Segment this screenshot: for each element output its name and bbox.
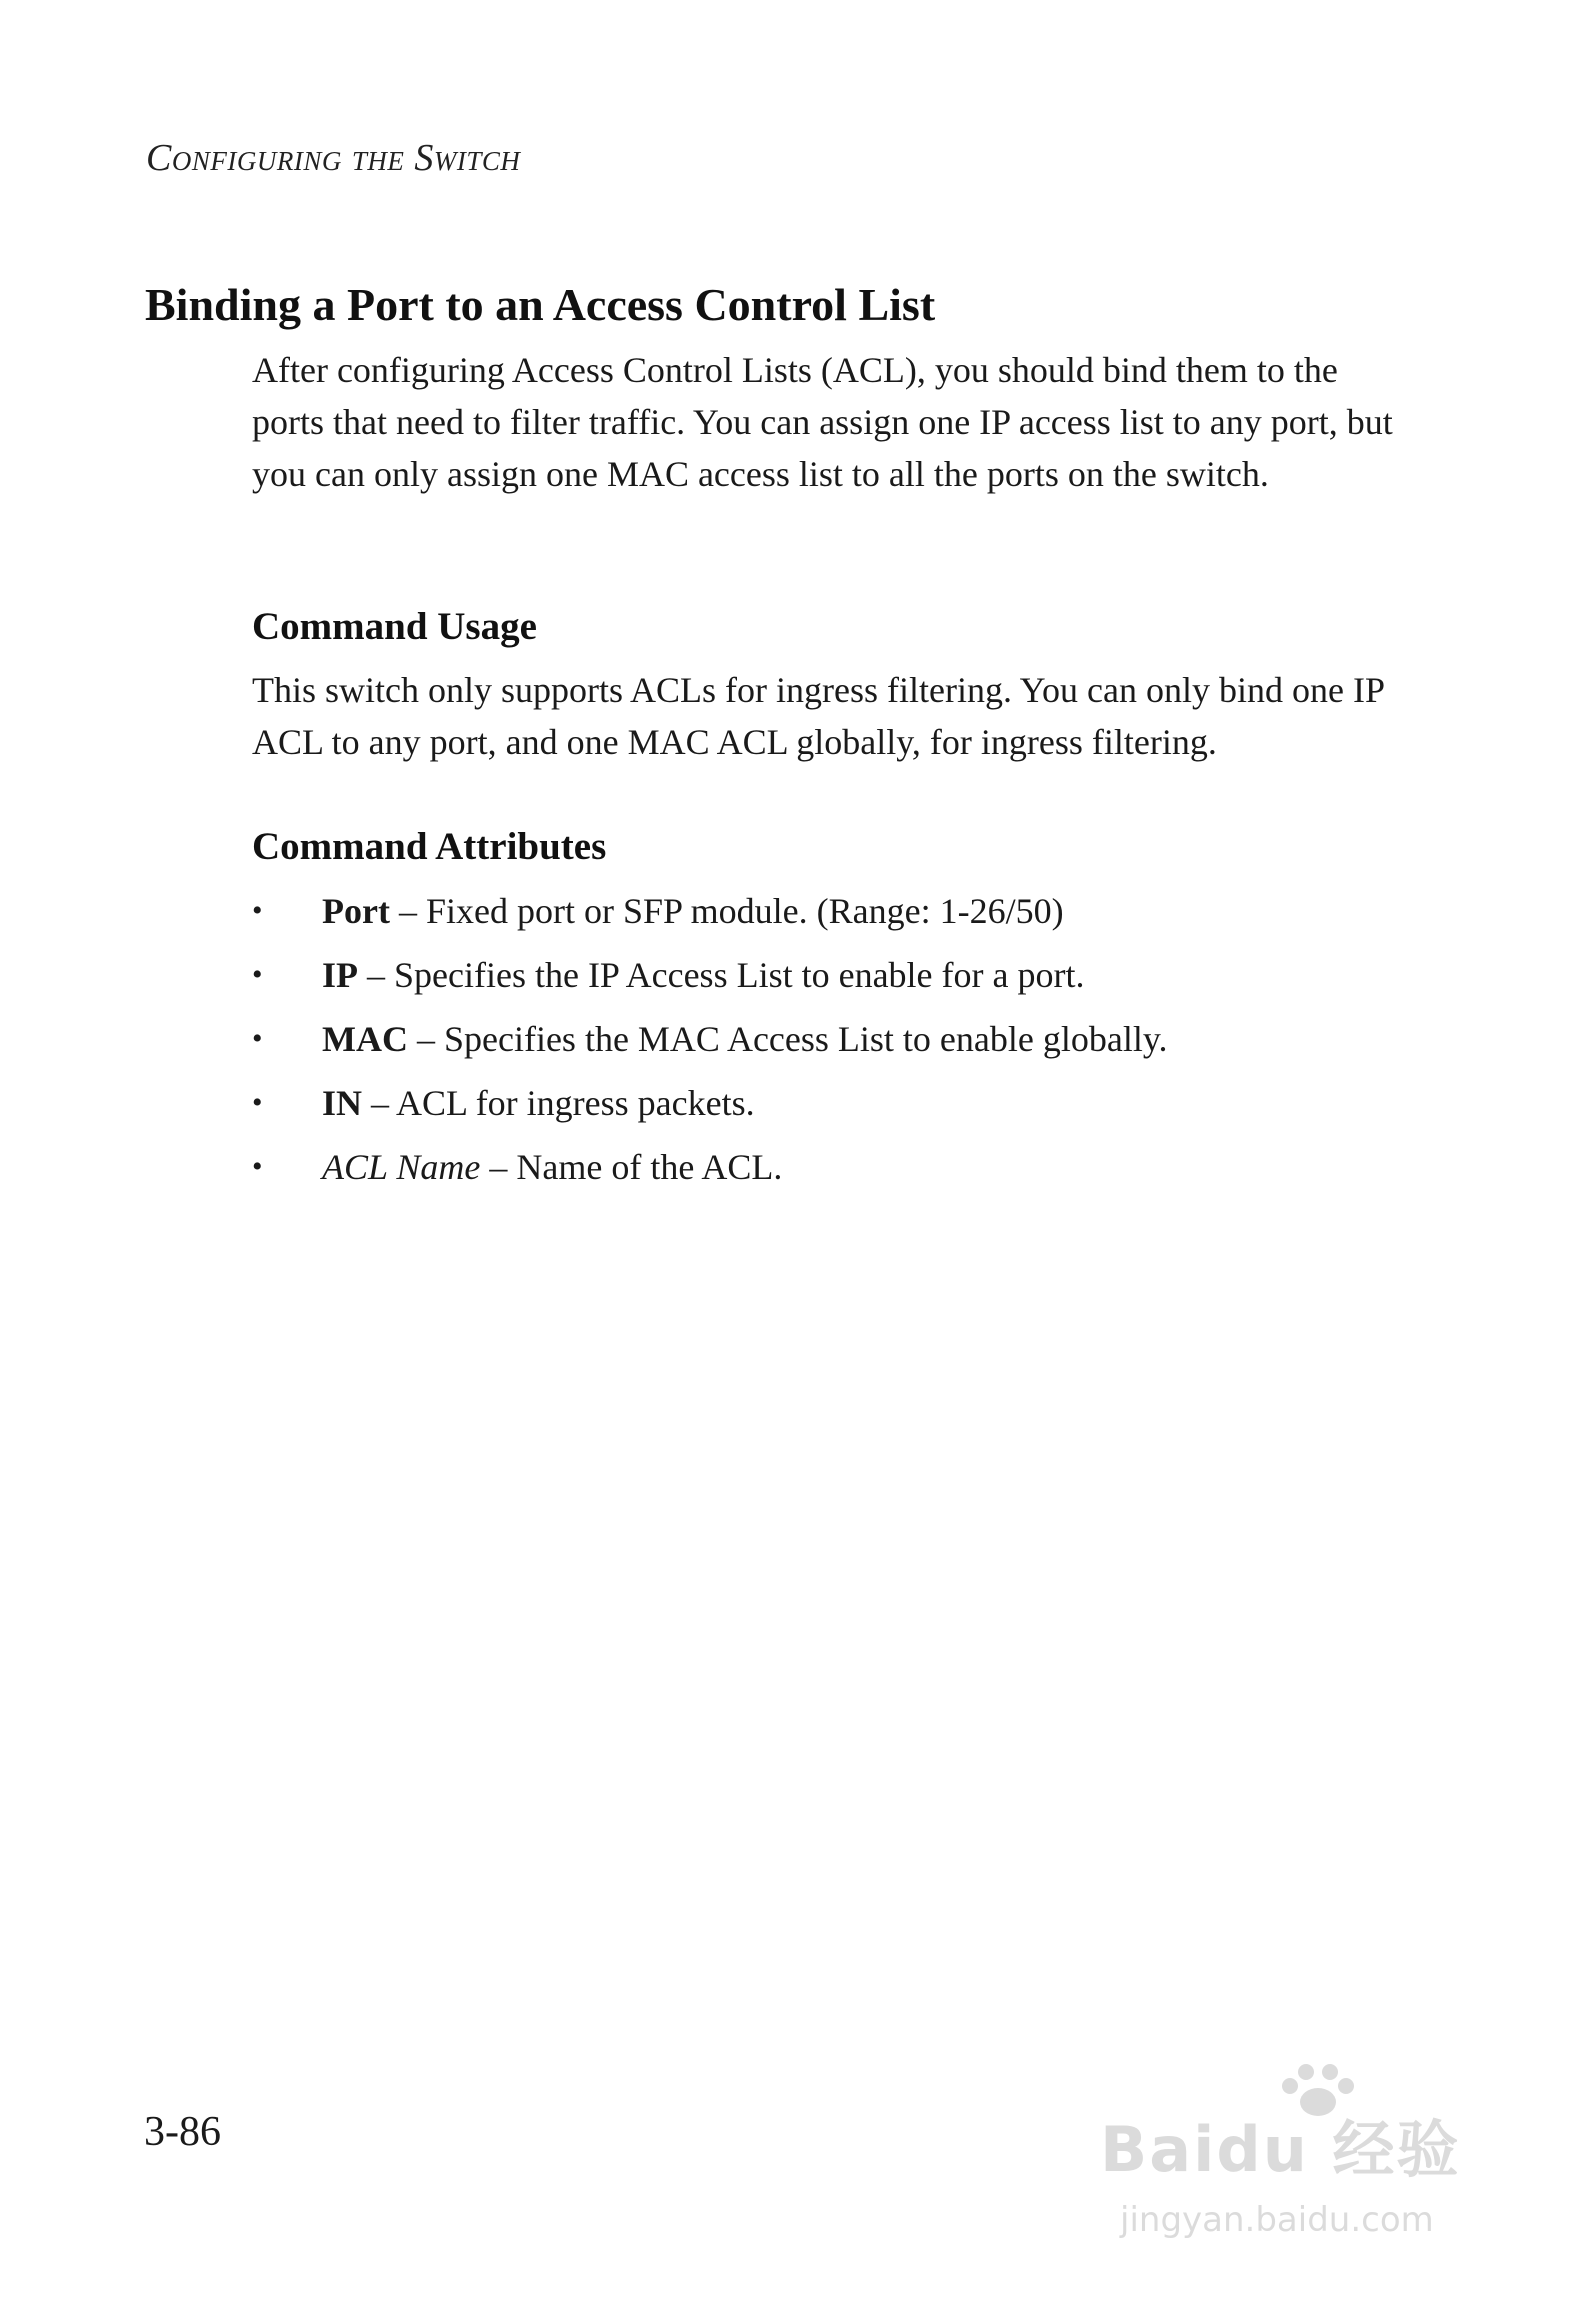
attribute-term: Port [322, 891, 390, 931]
list-item-ip [252, 949, 1168, 1013]
bullet-icon: • [252, 958, 263, 991]
list-item-mac [252, 1013, 1168, 1077]
attribute-term: ACL Name [322, 1147, 481, 1187]
attribute-description: – Specifies the IP Access List to enable for a port. [358, 955, 1085, 995]
page-number: 3-86 [144, 2109, 221, 2155]
bullet-icon: • [252, 1086, 263, 1119]
command-attributes-heading: Command Attributes [252, 825, 607, 868]
attribute-term: IN [322, 1083, 363, 1123]
command-usage-text: This switch only supports ACLs for ingress filtering. You can only bind one IP ACL to any port, and one MAC ACL globally, for ingress filtering. [252, 670, 1384, 762]
baidu-watermark [1100, 2060, 1480, 2260]
attribute-description: – Fixed port or SFP module. (Range: 1-26/50) [389, 891, 1064, 931]
list-item-in [252, 1077, 1168, 1141]
watermark-url: jingyan.baidu.com [1120, 2200, 1434, 2240]
list-item-port [252, 885, 1168, 949]
bullet-icon: • [252, 894, 263, 927]
attribute-term: IP [322, 955, 358, 995]
command-attributes-list [252, 885, 1168, 1205]
bullet-icon: • [252, 1022, 263, 1055]
running-header: Configuring the Switch [146, 137, 521, 179]
attribute-term: MAC [322, 1019, 408, 1059]
attribute-description: – ACL for ingress packets. [362, 1083, 755, 1123]
command-usage-heading: Command Usage [252, 605, 537, 648]
list-item-acl-name [252, 1141, 1168, 1205]
bullet-icon: • [252, 1150, 263, 1183]
attribute-description: – Name of the ACL. [480, 1147, 783, 1187]
intro-paragraph: After configuring Access Control Lists (ACL), you should bind them to the ports that need to filter traffic. You can assign one IP access list to any port, but you can only assign one MAC access list to all the ports on the switch. [252, 350, 1393, 494]
watermark-logo-text: Baidu 经验 [1100, 2113, 1461, 2186]
attribute-description: – Specifies the MAC Access List to enable globally. [407, 1019, 1168, 1059]
section-title: Binding a Port to an Access Control List [145, 279, 936, 330]
